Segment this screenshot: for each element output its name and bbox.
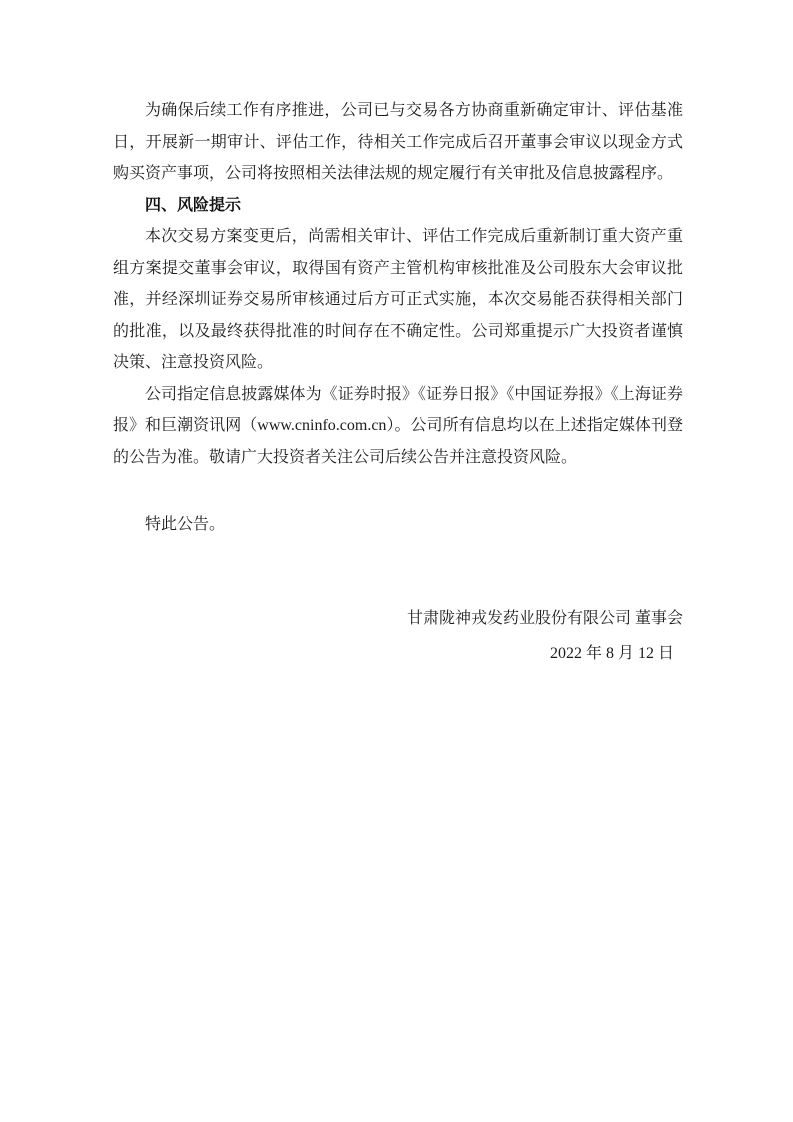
signature-block [113,603,683,670]
signature-company: 甘肃陇神戎发药业股份有限公司 董事会 [406,609,683,627]
paragraph-followup-work: 为确保后续工作有序推进，公司已与交易各方协商重新确定审计、评估基准日，开展新一期审计、评估工作，待相关工作完成后召开董事会审议以现金方式购买资产事项，公司将按照相关法律法规的规定履行有关审批及信息披露程序。 [113,102,683,182]
paragraph-disclosure-media: 公司指定信息披露媒体为《证券时报》《证券日报》《中国证券报》《上海证券报》和巨潮资讯网（www.cninfo.com.cn）。公司所有信息均以在上述指定媒体刊登的公告为准。敬请广大投资者关注公司后续公告并注意投资风险。 [113,385,683,466]
closing-statement: 特此公告。 [145,516,226,533]
section-heading-risk-notice: 四、风险提示 [145,196,242,214]
signature-date: 2022 年 8 月 12 日 [549,645,674,662]
paragraph-risk-detail: 本次交易方案变更后，尚需相关审计、评估工作完成后重新制订重大资产重组方案提交董事会审议，取得国有资产主管机构审核批准及公司股东大会审议批准，并经深圳证券交易所审核通过后方可正式实施，本次交易能否获得相关部门的批准，以及最终获得批准的时间存在不确定性。公司郑重提示广大投资者谨慎决策、注意投资风险。 [113,228,683,371]
